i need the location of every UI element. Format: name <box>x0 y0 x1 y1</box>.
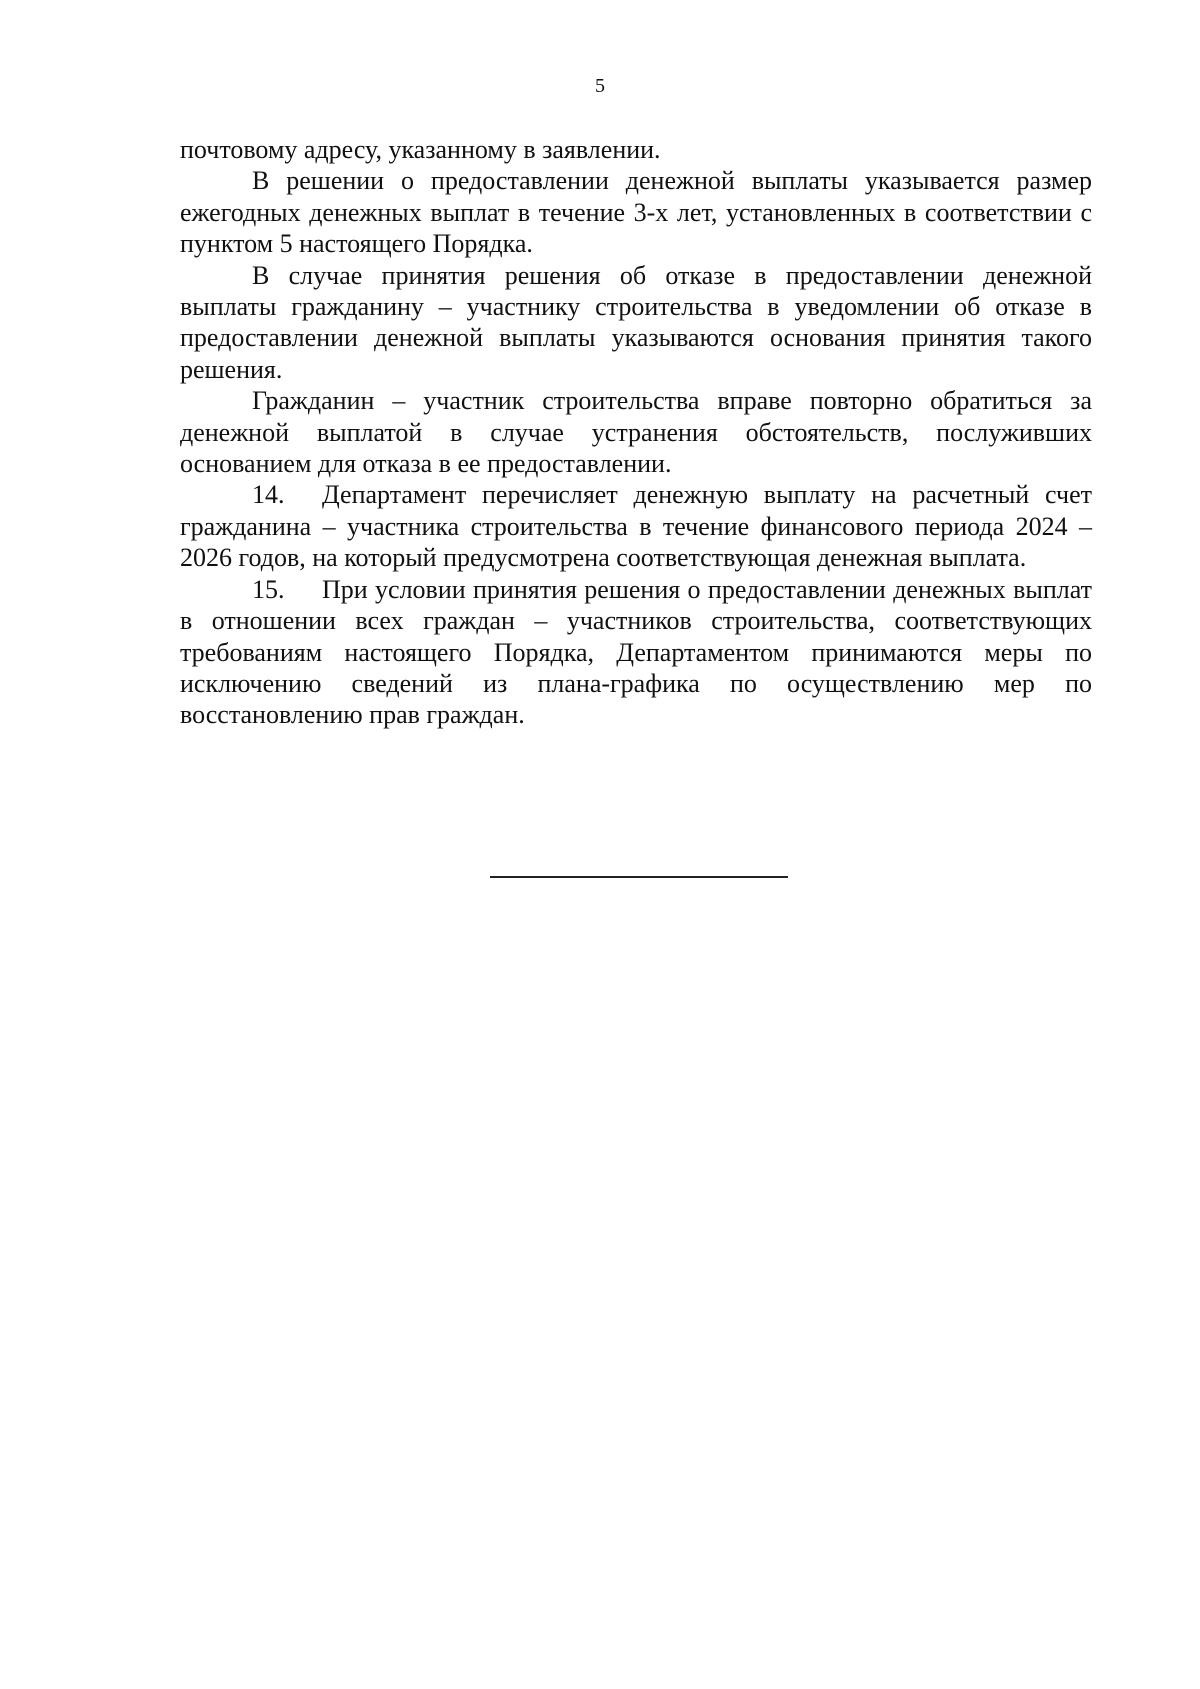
paragraph-text: Гражданин – участник строительства вправе повторно обратиться за денежной выплатой в случае устранения обстоятельств, послуживших основанием для отказа в ее предоставлении. <box>180 386 1092 479</box>
clause-text: Департамент перечисляет денежную выплату на расчетный счет гражданина – участника строительства в течение финансового периода 2024 – 2026 годов, на который предусмотрена соответствующая денежная выплата. <box>180 480 1092 573</box>
clause-text: При условии принятия решения о предоставлении денежных выплат в отношении всех граждан – участников строительства, соответствующих требованиям настоящего Порядка, Департаментом принимаются меры по исключению сведений из плана-графика по осуществлению мер по восстановлению прав граждан. <box>180 574 1092 730</box>
paragraph-refusal <box>180 260 1092 386</box>
clause-14 <box>180 479 1092 573</box>
paragraph-reapply <box>180 385 1092 479</box>
clause-number: 14. <box>252 480 285 510</box>
paragraph-payment-decision <box>180 165 1092 259</box>
paragraph-text: В решении о предоставлении денежной выплаты указывается размер ежегодных денежных выплат в течение 3-х лет, установленных в соответствии с пунктом 5 настоящего Порядка. <box>180 166 1092 259</box>
paragraph-text: В случае принятия решения об отказе в предоставлении денежной выплаты гражданину – участнику строительства в уведомлении об отказе в предоставлении денежной выплаты указываются основания принятия такого решения. <box>180 260 1092 384</box>
clause-number: 15. <box>252 574 285 604</box>
clause-15 <box>180 574 1092 731</box>
page-number: 5 <box>595 75 605 97</box>
document-body <box>180 134 1092 731</box>
end-of-document-rule <box>490 876 788 878</box>
paragraph-text: почтовому адресу, указанному в заявлении. <box>180 135 661 164</box>
paragraph-continuation <box>180 134 1092 165</box>
